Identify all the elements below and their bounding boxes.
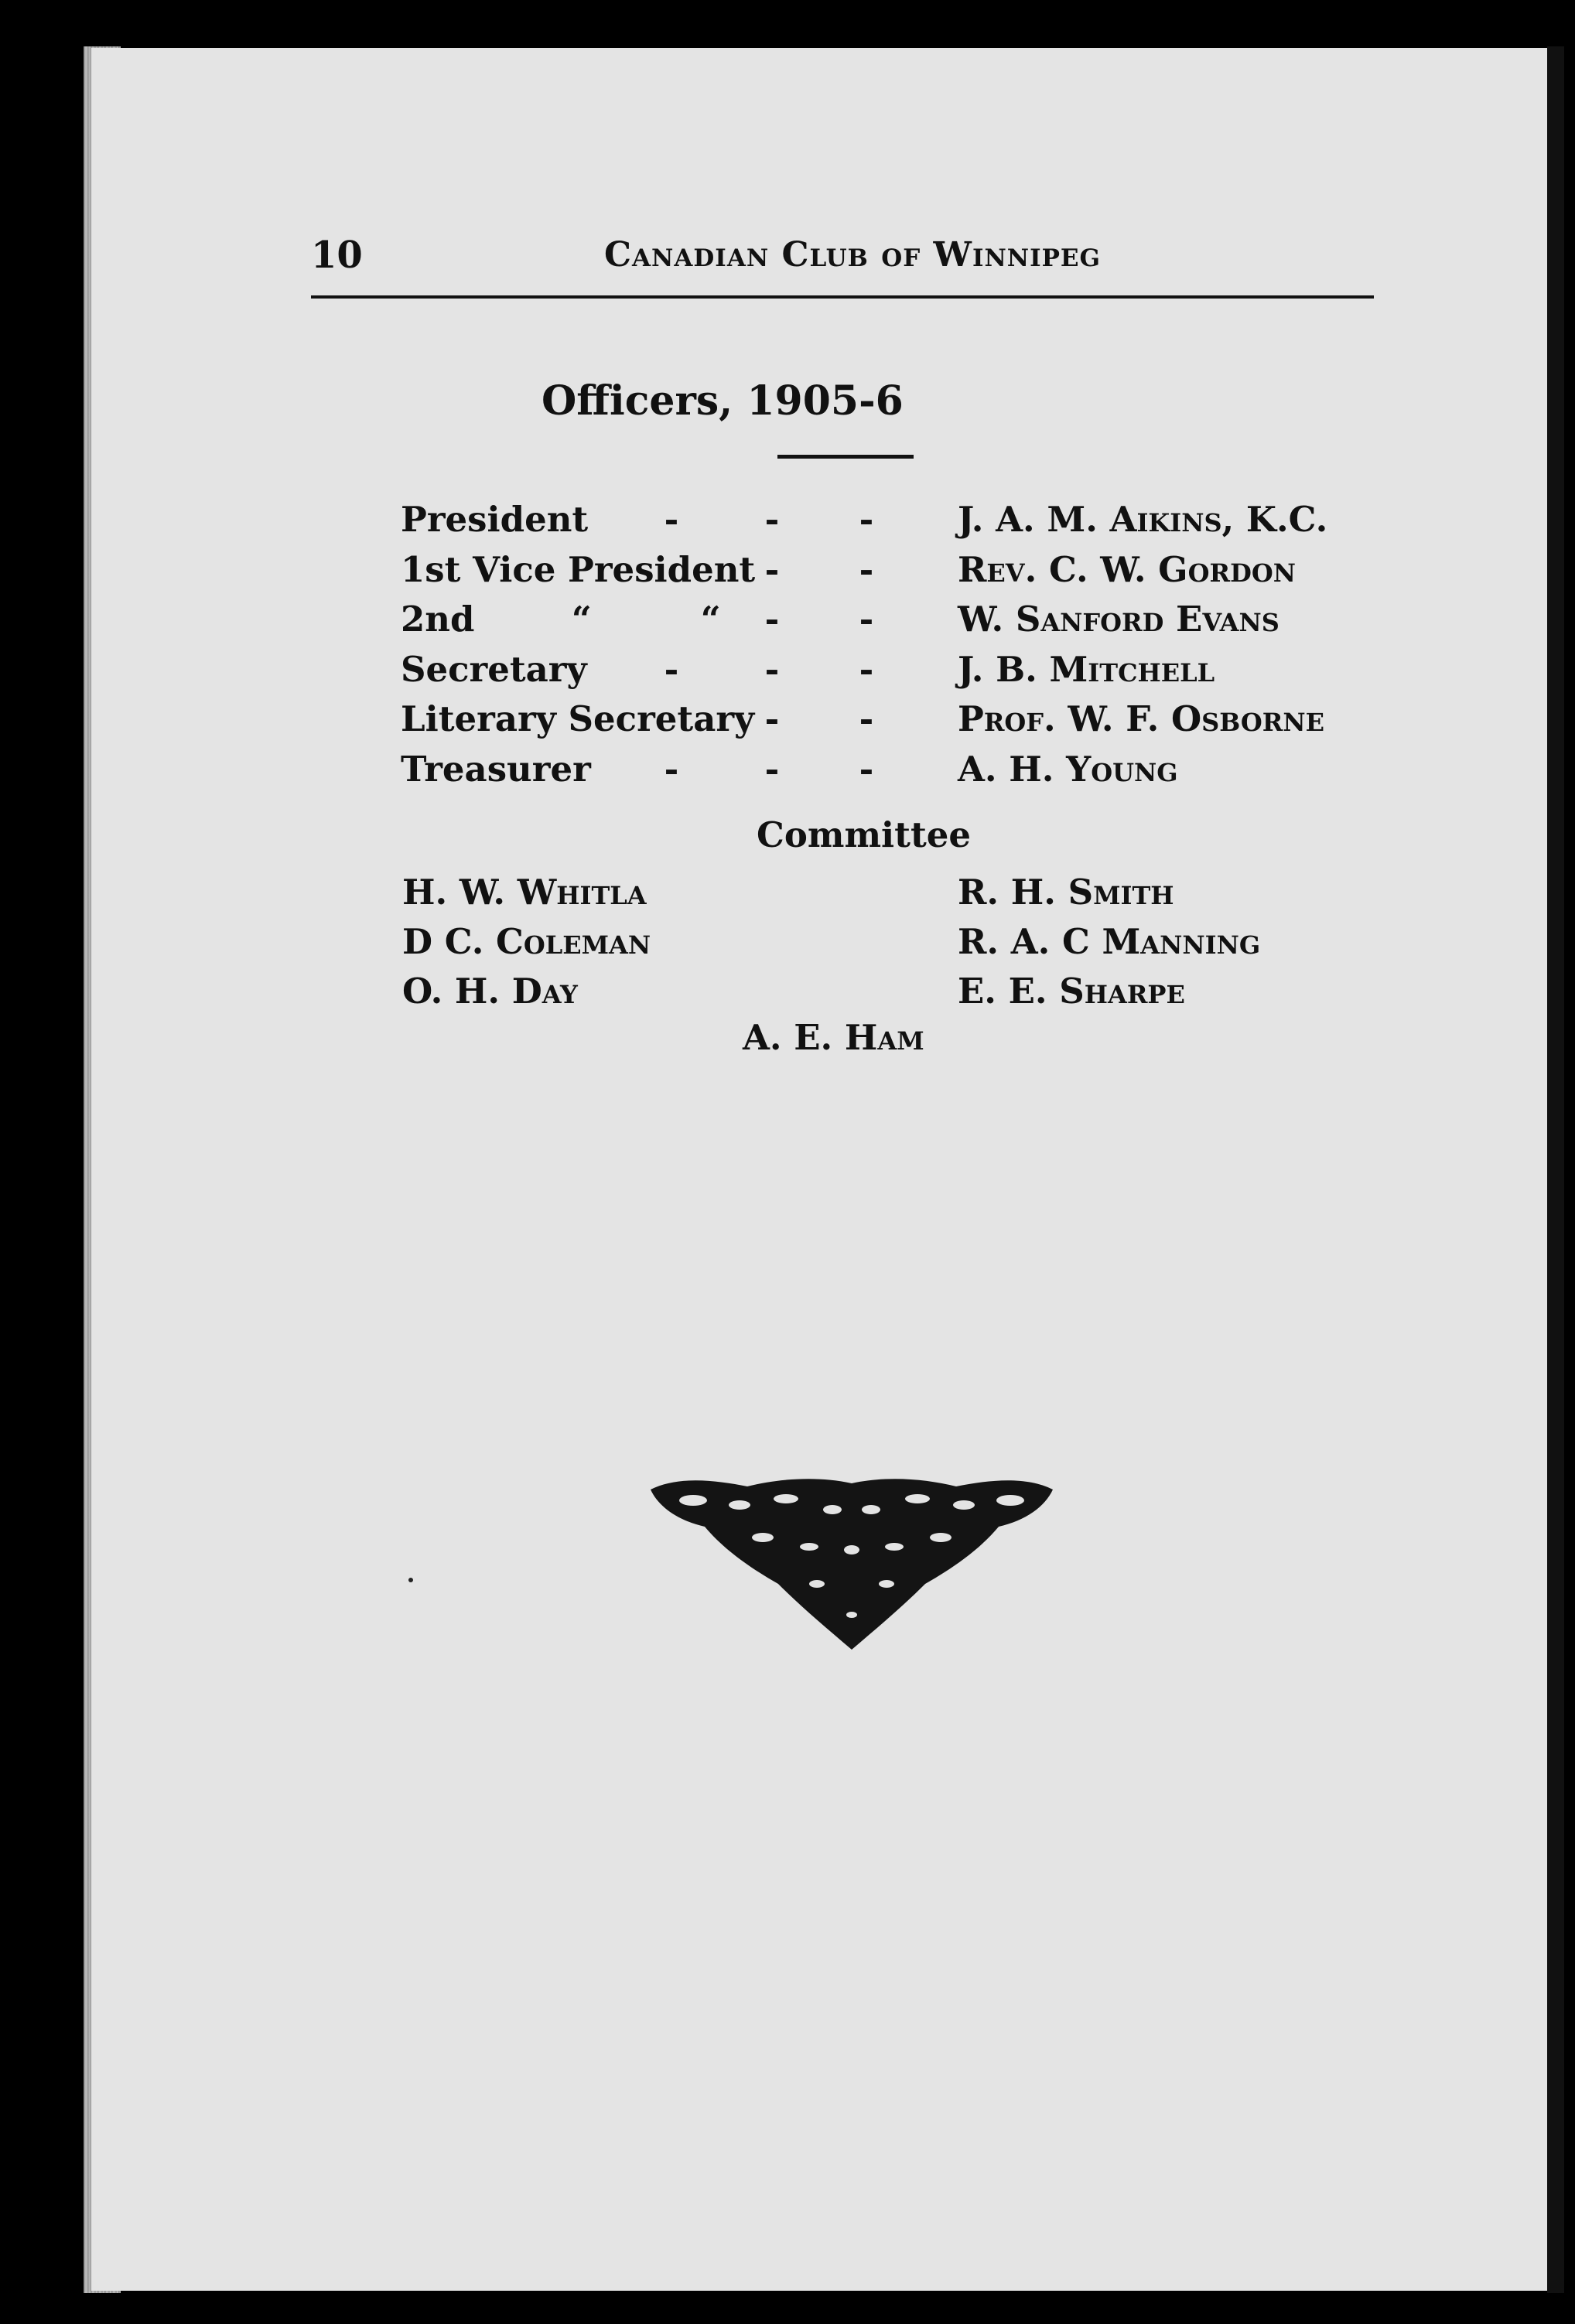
committee-row xyxy=(401,917,1406,967)
committee-member-last: A. E. Ham xyxy=(743,1017,924,1058)
officer-name: J. B. Mitchell xyxy=(958,648,1215,690)
officer-role: Treasurer xyxy=(401,748,591,790)
committee-member: R. A. C Manning xyxy=(958,921,1261,962)
leaf-ornament-icon xyxy=(647,1476,1057,1653)
committee-row xyxy=(401,967,1406,1016)
header-rule xyxy=(311,295,1374,299)
officers-list xyxy=(401,495,1406,794)
committee-heading: Committee xyxy=(757,814,971,855)
officer-row: Treasurer - - - A. H. Young xyxy=(401,745,1406,795)
committee-member: O. H. Day xyxy=(402,971,578,1012)
running-title: Canadian Club of Winnipeg xyxy=(603,235,1102,275)
title-rule xyxy=(777,455,914,459)
print-speck xyxy=(408,1578,413,1582)
officer-name: J. A. M. Aikins, K.C. xyxy=(958,499,1328,540)
officer-role: Literary Secretary xyxy=(401,698,755,739)
committee-row xyxy=(401,868,1406,917)
officer-name: W. Sanford Evans xyxy=(958,599,1279,640)
officer-role: 1st Vice President xyxy=(401,548,756,590)
officer-name: Rev. C. W. Gordon xyxy=(958,548,1296,590)
officer-row: President - - - J. A. M. Aikins, K.C. xyxy=(401,495,1406,545)
committee-member: H. W. Whitla xyxy=(402,872,647,913)
page-title: Officers, 1905-6 xyxy=(542,377,904,425)
officer-row: Secretary - - - J. B. Mitchell xyxy=(401,645,1406,695)
page-right-edge xyxy=(1547,46,1564,2293)
page-number: 10 xyxy=(311,234,363,277)
officer-role: Secretary xyxy=(401,648,587,690)
officer-name: A. H. Young xyxy=(958,748,1178,790)
officer-row: 1st Vice President - - Rev. C. W. Gordon xyxy=(401,545,1406,596)
committee-member: D C. Coleman xyxy=(402,921,651,962)
committee-member: E. E. Sharpe xyxy=(958,971,1185,1012)
officer-row: Literary Secretary - - Prof. W. F. Osborne xyxy=(401,694,1406,745)
committee-list xyxy=(401,868,1406,1016)
officer-name: Prof. W. F. Osborne xyxy=(958,698,1325,739)
committee-member: R. H. Smith xyxy=(958,872,1174,913)
officer-role: President xyxy=(401,499,589,540)
officer-row: 2nd “ “ - - W. Sanford Evans xyxy=(401,595,1406,645)
officer-role: 2nd “ “ xyxy=(401,599,721,640)
